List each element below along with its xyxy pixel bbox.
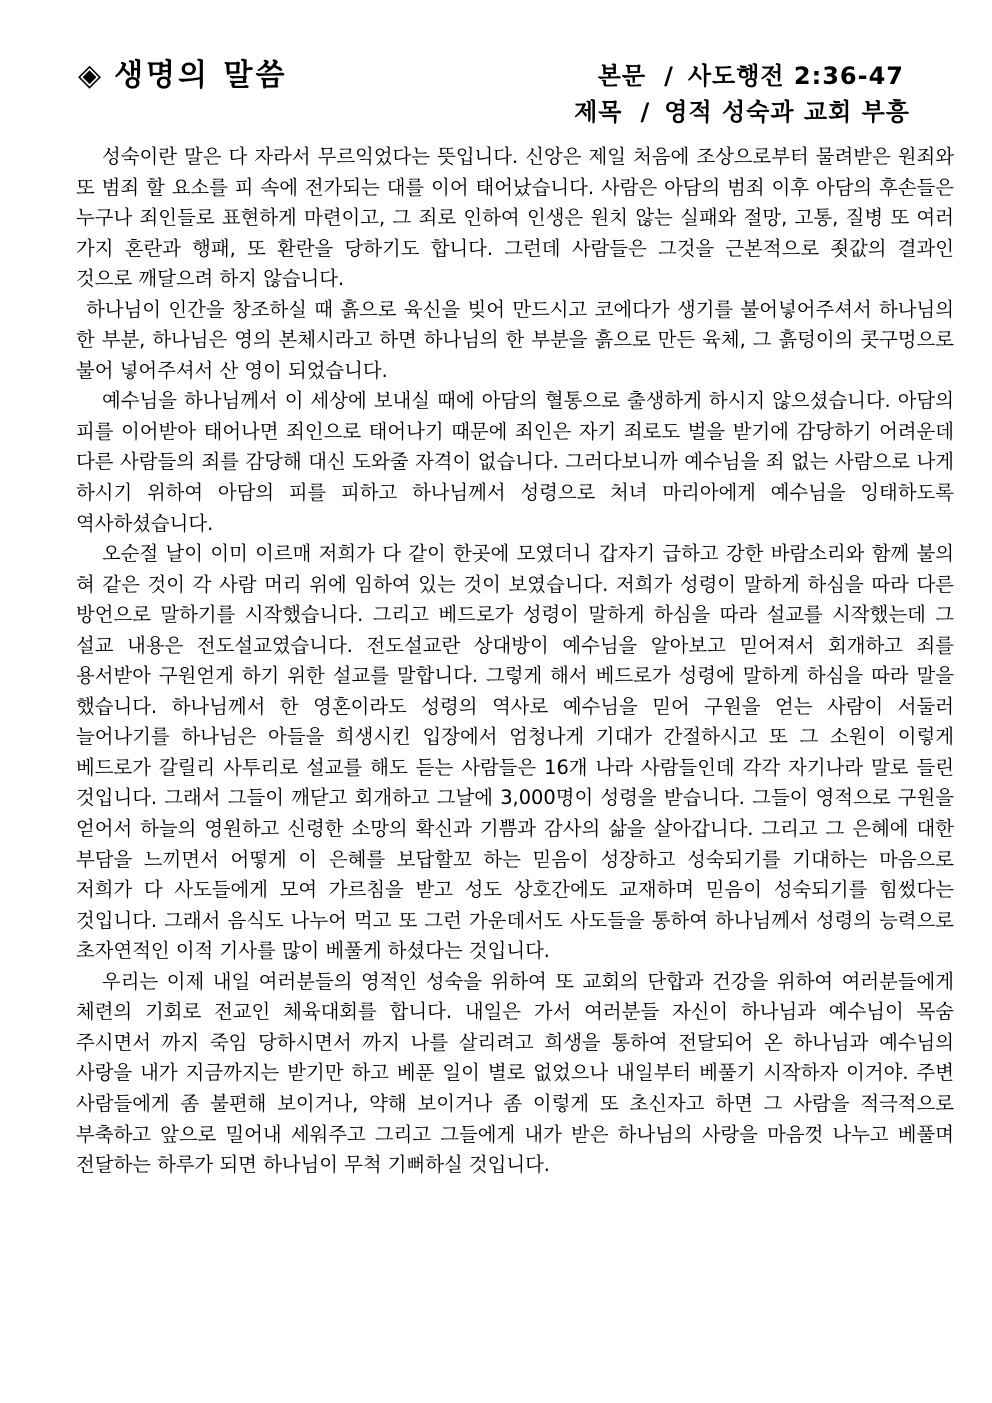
sermon-meta (574, 58, 910, 130)
subject-text: 영적 성숙과 교회 부흥 (664, 98, 910, 126)
sermon-subject (574, 94, 910, 130)
scripture-reference (574, 58, 904, 94)
paragraph: 우리는 이제 내일 여러분들의 영적인 성숙을 위하여 또 교회의 단합과 건강을 위하여 여러분들에게 체련의 기회로 전교인 체육대회를 합니다. 내일은 가서 여러분들 자신이 하나님과 예수님이 목숨 주시면서 까지 죽임 당하시면서 까지 나를 살리려고 희생을 통하여 전달되어 온 하나님과 예수님의 사랑을 내가 지금까지는 받기만 하고 베푼 일이 별로 없었으나 내일부터 베풀기 시작하자 이거야. 주변 사람들에게 좀 불편해 보이거나, 약해 보이거나 좀 이렇게 또 초신자고 하면 그 사람을 적극적으로 부축하고 앞으로 밀어내 세워주고 그리고 그들에게 내가 받은 하나님의 사랑을 마음껏 나누고 베풀며 전달하는 하루가 되면 하나님이 무척 기뻐하실 것입니다. (76, 969, 954, 1177)
sermon-body (76, 142, 954, 1181)
section-title-text: 생명의 말씀 (114, 58, 288, 93)
subject-label: 제목 (574, 98, 623, 126)
diamond-marker-icon: ◈ (78, 58, 105, 93)
scripture-label: 본문 (597, 62, 647, 90)
paragraph-text: 성숙이란 말은 다 자라서 무르익었다는 뜻입니다. 신앙은 제일 처음에 조상으로부터 물려받은 원죄와 또 범죄 할 요소를 피 속에 전가되는 대를 이어 태어났습니다. 사람은 아담의 범죄 이후 아담의 후손들은 누구나 죄인들로 표현하게 마련이고, 그 죄로 인하여 인생은 원치 않는 실패와 절망, 고통, 질병 또 여러 가지 혼란과 행패, 또 환란을 당하기도 합니다. 그런데 사람들은 그것을 근본적으로 죗값의 결과인 것으로 깨달으려 하지 않습니다. (76, 145, 954, 291)
paragraph: 하나님이 인간을 창조하실 때 흙으로 육신을 빚어 만드시고 코에다가 생기를 불어넣어주셔서 하나님의 한 부분, 하나님은 영의 본체시라고 하면 하나님의 한 부분을 흙으로 만든 육체, 그 흙덩이의 콧구멍으로 불어 넣어주셔서 산 영이 되었습니다. (76, 297, 954, 382)
section-title (78, 50, 287, 94)
scripture-separator: / (664, 62, 674, 90)
paragraph: 오순절 날이 이미 이르매 저희가 다 같이 한곳에 모였더니 갑자기 급하고 강한 바람소리와 함께 불의 혀 같은 것이 각 사람 머리 위에 임하여 있는 것이 보였습니다. 저희가 성령이 말하게 하심을 따라 다른 방언으로 말하기를 시작했습니다. 그리고 베드로가 성령이 말하게 하심을 따라 설교를 시작했는데 그 설교 내용은 전도설교였습니다. 전도설교란 상대방이 예수님을 알아보고 믿어져서 회개하고 죄를 용서받아 구원얻게 하기 위한 설교를 말합니다. 그렇게 해서 베드로가 성령에 말하게 하심을 따라 말을 했습니다. 하나님께서 한 영혼이라도 성령의 역사로 예수님을 믿어 구원을 얻는 사람이 서둘러 늘어나기를 하나님은 아들을 희생시킨 입장에서 엄청나게 기대가 간절하시고 또 그 소원이 이렇게 베드로가 갈릴리 사투리로 설교를 해도 듣는 사람들은 16개 나라 사람들인데 각각 자기나라 말로 들린 것입니다. 그래서 그들이 깨닫고 회개하고 그날에 3,000명이 성령을 받습니다. 그들이 영적으로 구원을 얻어서 하늘의 영원하고 신령한 소망의 확신과 기쁨과 감사의 삶을 살아갑니다. 그리고 그 은혜에 대한 부담을 느끼면서 어떻게 이 은혜를 보답할꼬 하는 믿음이 성장하고 성숙되기를 기대하는 마음으로 저희가 다 사도들에게 모여 가르침을 받고 성도 상호간에도 교재하며 믿음이 성숙되기를 힘썼다는 것입니다. 그래서 음식도 나누어 먹고 또 그런 가운데서도 사도들을 통하여 하나님께서 성령의 능력으로 초자연적인 이적 기사를 많이 베풀게 하셨다는 것입니다. (76, 542, 954, 963)
scripture-text: 사도행전 2:36-47 (687, 62, 904, 90)
paragraph (76, 142, 954, 295)
subject-separator: / (640, 98, 651, 126)
paragraph: 예수님을 하나님께서 이 세상에 보내실 때에 아담의 혈통으로 출생하게 하시지 않으셨습니다. 아담의 피를 이어받아 태어나면 죄인으로 태어나기 때문에 죄인은 자기 죄로도 벌을 받기에 감당하기 어려운데 다른 사람들의 죄를 감당해 대신 도와줄 자격이 없습니다. 그러다보니까 예수님을 죄 없는 사람으로 나게 하시기 위하여 아담의 피를 피하고 하나님께서 성령으로 처녀 마리아에게 예수님을 잉태하도록 역사하셨습니다. (76, 389, 954, 535)
